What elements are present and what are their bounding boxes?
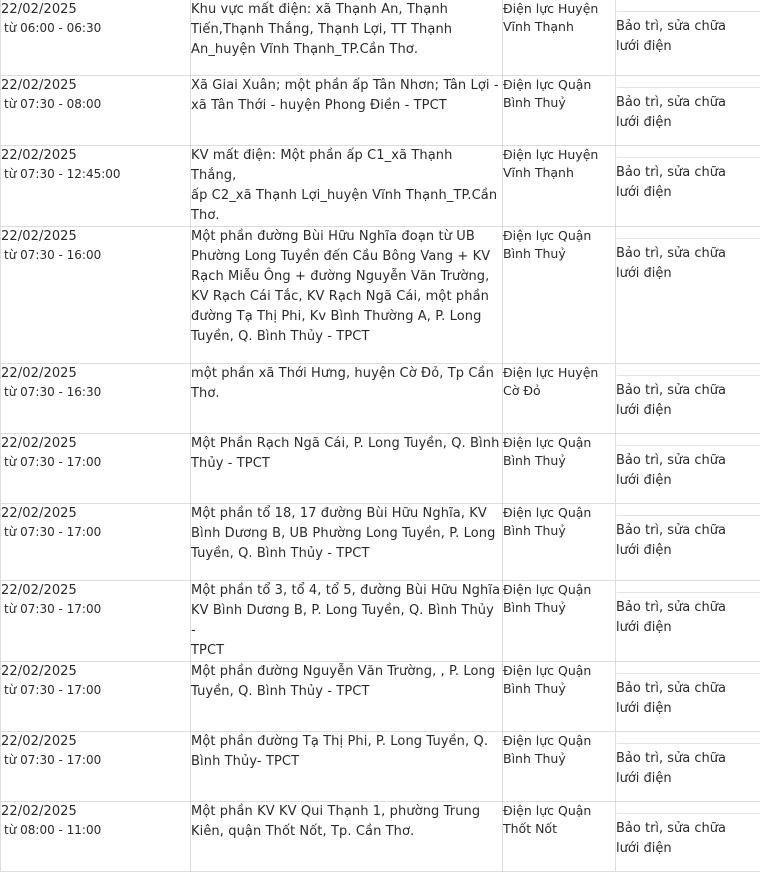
- date-time-cell: [1, 504, 191, 581]
- reason-line: lưới điện: [616, 701, 672, 716]
- outage-area-cell: [191, 662, 503, 732]
- table-row: [1, 504, 760, 581]
- area-line: Một phần đường Nguyễn Văn Trường, , P. Long: [191, 664, 496, 679]
- outage-date: 22/02/2025: [1, 436, 77, 451]
- reason-cell: [616, 662, 760, 732]
- outage-reason: [616, 158, 760, 203]
- power-unit-cell: [503, 434, 616, 504]
- area-line: Tuyền, Q. Bình Thủy - TPCT: [191, 684, 370, 699]
- area-line: Một phần đường Tạ Thị Phi, P. Long Tuyền, Q.: [191, 734, 489, 749]
- unit-line: Điện lực Quận: [503, 803, 592, 818]
- table-row: [1, 146, 760, 227]
- unit-line: Điện lực Quận: [503, 505, 592, 520]
- reason-line: lưới điện: [616, 473, 672, 488]
- table-row: [1, 662, 760, 732]
- reason-line: lưới điện: [616, 266, 672, 281]
- unit-line: Bình Thuỷ: [503, 246, 566, 261]
- reason-line: lưới điện: [616, 185, 672, 200]
- table-row: [1, 802, 760, 872]
- area-line: Tuyền, Q. Bình Thủy - TPCT: [191, 329, 370, 344]
- reason-line: Bảo trì, sửa chữa: [616, 383, 726, 398]
- outage-date: 22/02/2025: [1, 366, 77, 381]
- area-line: Một phần tổ 18, 17 đường Bùi Hữu Nghĩa, KV: [191, 506, 487, 521]
- area-line: Rạch Miễu Ông + đường Nguyễn Văn Trường,: [191, 269, 490, 284]
- unit-line: Điện lực Quận: [503, 435, 592, 450]
- reason-line: Bảo trì, sửa chữa: [616, 246, 726, 261]
- unit-line: Vĩnh Thạnh: [503, 19, 574, 34]
- table-row: [1, 76, 760, 146]
- outage-area-cell: [191, 802, 503, 872]
- reason-line: Bảo trì, sửa chữa: [616, 95, 726, 110]
- outage-reason: [616, 744, 760, 789]
- area-line: Một phần đường Bùi Hữu Nghĩa đoạn từ UB: [191, 229, 475, 244]
- unit-line: Điện lực Huyện: [503, 1, 599, 16]
- reason-line: lưới điện: [616, 543, 672, 558]
- outage-area-cell: [191, 732, 503, 802]
- outage-schedule-body: [1, 0, 760, 872]
- reason-cell: [616, 227, 760, 364]
- unit-line: Điện lực Quận: [503, 77, 592, 92]
- outage-area-cell: [191, 76, 503, 146]
- area-line: xã Tân Thới - huyện Phong Điền - TPCT: [191, 98, 447, 113]
- power-unit-cell: [503, 504, 616, 581]
- area-line: Một phần KV KV Qui Thạnh 1, phường Trung: [191, 804, 481, 819]
- outage-date: 22/02/2025: [1, 506, 77, 521]
- outage-reason: [616, 674, 760, 719]
- outage-time-range: từ 07:30 - 17:00: [4, 525, 102, 539]
- outage-time-range: từ 07:30 - 12:45:00: [4, 167, 121, 181]
- reason-cell: [616, 364, 760, 434]
- outage-date: 22/02/2025: [1, 148, 77, 163]
- date-time-cell: [1, 76, 191, 146]
- outage-time-range: từ 07:30 - 17:00: [4, 683, 102, 697]
- reason-line: Bảo trì, sửa chữa: [616, 453, 726, 468]
- reason-line: lưới điện: [616, 620, 672, 635]
- unit-line: Điện lực Huyện: [503, 147, 599, 162]
- date-time-cell: [1, 0, 191, 76]
- area-line: TPCT: [191, 643, 225, 658]
- unit-line: Bình Thuỷ: [503, 751, 566, 766]
- date-time-cell: [1, 364, 191, 434]
- outage-time-range: từ 07:30 - 16:00: [4, 248, 102, 262]
- unit-line: Điện lực Quận: [503, 663, 592, 678]
- outage-time-range: từ 07:30 - 17:00: [4, 753, 102, 767]
- reason-line: Bảo trì, sửa chữa: [616, 600, 726, 615]
- outage-reason: [616, 239, 760, 284]
- outage-time-range: từ 07:30 - 17:00: [4, 455, 102, 469]
- reason-cell: [616, 732, 760, 802]
- outage-time-range: từ 07:30 - 17:00: [4, 602, 102, 616]
- outage-time-range: từ 06:00 - 06:30: [4, 21, 102, 35]
- unit-line: Bình Thuỷ: [503, 453, 566, 468]
- outage-area-cell: [191, 364, 503, 434]
- reason-line: Bảo trì, sửa chữa: [616, 821, 726, 836]
- reason-line: Bảo trì, sửa chữa: [616, 681, 726, 696]
- outage-reason: [616, 516, 760, 561]
- area-line: đường Tạ Thị Phi, Kv Bình Thường A, P. Long: [191, 309, 482, 324]
- unit-line: Bình Thuỷ: [503, 600, 566, 615]
- power-unit-cell: [503, 364, 616, 434]
- outage-time-range: từ 07:30 - 16:30: [4, 385, 102, 399]
- reason-line: Bảo trì, sửa chữa: [616, 165, 726, 180]
- date-time-cell: [1, 662, 191, 732]
- reason-cell: [616, 802, 760, 872]
- outage-time-range: từ 08:00 - 11:00: [4, 823, 102, 837]
- outage-date: 22/02/2025: [1, 78, 77, 93]
- reason-cell: [616, 146, 760, 227]
- reason-cell: [616, 76, 760, 146]
- unit-line: Cờ Đỏ: [503, 383, 541, 398]
- reason-line: lưới điện: [616, 841, 672, 856]
- reason-line: Bảo trì, sửa chữa: [616, 19, 726, 34]
- outage-reason: [616, 376, 760, 421]
- outage-reason: [616, 12, 760, 57]
- outage-reason: [616, 593, 760, 638]
- area-line: Bình Thủy- TPCT: [191, 754, 300, 769]
- outage-date: 22/02/2025: [1, 583, 77, 598]
- reason-line: lưới điện: [616, 39, 672, 54]
- outage-time-range: từ 07:30 - 08:00: [4, 97, 102, 111]
- reason-line: lưới điện: [616, 771, 672, 786]
- reason-line: lưới điện: [616, 115, 672, 130]
- area-line: Một Phần Rạch Ngã Cái, P. Long Tuyền, Q. Bình: [191, 436, 500, 451]
- reason-line: Bảo trì, sửa chữa: [616, 751, 726, 766]
- area-line: KV mất điện: Một phần ấp C1_xã Thạnh Thắng,: [191, 148, 453, 183]
- area-line: Khu vực mất điện: xã Thạnh An, Thạnh: [191, 2, 448, 17]
- table-row: [1, 227, 760, 364]
- area-line: Thủy - TPCT: [191, 456, 270, 471]
- outage-reason: [616, 814, 760, 859]
- power-unit-cell: [503, 662, 616, 732]
- area-line: Tiến,Thạnh Thắng, Thạnh Lợi, TT Thạnh: [191, 22, 453, 37]
- area-line: Một phần tổ 3, tổ 4, tổ 5, đường Bùi Hữu Nghĩa: [191, 583, 501, 598]
- area-line: KV Bình Dương B, P. Long Tuyền, Q. Bình Thủy -: [191, 603, 494, 638]
- area-line: KV Rạch Cái Tắc, KV Rạch Ngã Cái, một phần: [191, 289, 489, 304]
- area-line: Phường Long Tuyền đến Cầu Bông Vang + KV: [191, 249, 491, 264]
- table-row: [1, 364, 760, 434]
- area-line: Thơ.: [191, 386, 220, 401]
- outage-date: 22/02/2025: [1, 734, 77, 749]
- date-time-cell: [1, 581, 191, 662]
- power-unit-cell: [503, 0, 616, 76]
- area-line: Xã Giai Xuân; một phần ấp Tân Nhơn; Tân Lợi -: [191, 78, 499, 93]
- outage-area-cell: [191, 227, 503, 364]
- area-line: Thơ.: [191, 208, 220, 223]
- unit-line: Bình Thuỷ: [503, 523, 566, 538]
- outage-date: 22/02/2025: [1, 2, 77, 17]
- area-line: Tuyền, Q. Bình Thủy - TPCT: [191, 546, 370, 561]
- outage-reason: [616, 88, 760, 133]
- date-time-cell: [1, 227, 191, 364]
- outage-date: 22/02/2025: [1, 664, 77, 679]
- unit-line: Bình Thuỷ: [503, 95, 566, 110]
- area-line: An_huyện Vĩnh Thạnh_TP.Cần Thơ.: [191, 42, 419, 57]
- reason-line: lưới điện: [616, 403, 672, 418]
- unit-line: Điện lực Quận: [503, 733, 592, 748]
- reason-line: Bảo trì, sửa chữa: [616, 523, 726, 538]
- date-time-cell: [1, 434, 191, 504]
- date-time-cell: [1, 802, 191, 872]
- outage-area-cell: [191, 146, 503, 227]
- table-row: [1, 0, 760, 76]
- area-line: Kiên, quận Thốt Nốt, Tp. Cần Thơ.: [191, 824, 415, 839]
- unit-line: Điện lực Quận: [503, 582, 592, 597]
- outage-area-cell: [191, 581, 503, 662]
- area-line: ấp C2_xã Thạnh Lợi_huyện Vĩnh Thạnh_TP.Cần: [191, 188, 498, 203]
- unit-line: Vĩnh Thạnh: [503, 165, 574, 180]
- unit-line: Điện lực Huyện: [503, 365, 599, 380]
- unit-line: Điện lực Quận: [503, 228, 592, 243]
- power-unit-cell: [503, 581, 616, 662]
- outage-area-cell: [191, 434, 503, 504]
- power-unit-cell: [503, 802, 616, 872]
- area-line: Bình Dương B, UB Phường Long Tuyền, P. Long: [191, 526, 496, 541]
- area-line: một phần xã Thới Hưng, huyện Cờ Đỏ, Tp Cần: [191, 366, 494, 381]
- reason-cell: [616, 434, 760, 504]
- date-time-cell: [1, 146, 191, 227]
- reason-cell: [616, 504, 760, 581]
- reason-cell: [616, 581, 760, 662]
- power-unit-cell: [503, 732, 616, 802]
- power-unit-cell: [503, 146, 616, 227]
- outage-area-cell: [191, 504, 503, 581]
- outage-date: 22/02/2025: [1, 229, 77, 244]
- unit-line: Thốt Nốt: [503, 821, 557, 836]
- table-row: [1, 581, 760, 662]
- power-unit-cell: [503, 227, 616, 364]
- reason-cell: [616, 0, 760, 76]
- outage-area-cell: [191, 0, 503, 76]
- unit-line: Bình Thuỷ: [503, 681, 566, 696]
- power-unit-cell: [503, 76, 616, 146]
- outage-reason: [616, 446, 760, 491]
- table-row: [1, 732, 760, 802]
- table-row: [1, 434, 760, 504]
- outage-date: 22/02/2025: [1, 804, 77, 819]
- date-time-cell: [1, 732, 191, 802]
